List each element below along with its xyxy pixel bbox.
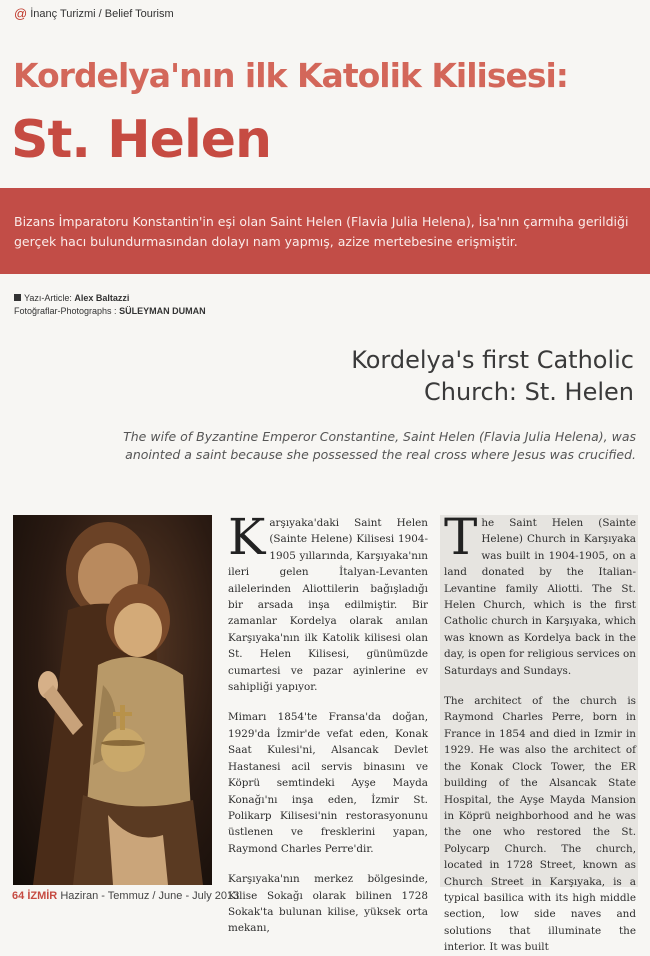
article-author: Alex Baltazzi [74,293,130,303]
square-bullet-icon [14,294,21,301]
main-title: St. Helen [11,110,272,170]
english-title: Kordelya's first Catholic Church: St. Helen [351,346,634,406]
english-lead: The wife of Byzantine Emperor Constantine, Saint Helen (Flavia Julia Helena), was anointed a saint because she possessed the real cross where Jesus was crucified. [123,429,636,462]
photo-author: SÜLEYMAN DUMAN [119,306,206,316]
issue-date: Haziran - Temmuz / June - July 2013 [60,890,240,902]
english-dropcap: T [444,508,478,566]
turkish-dropcap: K [228,508,266,566]
statue-illustration [13,515,212,885]
page-footer [0,890,650,902]
english-paragraph-1-text: he Saint Helen (Sainte Helene) Church in Karşıyaka was built in 1904-1905, on a land donated by the Italian- Levantine family Aliotti. The St. Helen Church, which is the first Catholic church in Karşıyaka, which was known as Kordelya back in the day, is open for religious services on Saturdays and Sundays. [444,517,636,677]
turkish-paragraph-2: Mimarı 1854'te Fransa'da doğan, 1929'da İzmir'de vefat eden, Konak Saat Kulesi'ni, Alsancak Devlet Hastanesi acil servis binasını ve Köprü semtindeki Ayşe Mayda Konağı'nı inşa eden, İzmir St. Polikarp Kilisesi'nin restorasyonunu üstlenen ve fresklerini yapan, Raymond Charles Perre'dir. [228,711,428,855]
turkish-paragraph-1 [228,508,428,695]
turkish-paragraph-1-text: arşıyaka'daki Saint Helen (Sainte Helene) Kilisesi 1904-1905 yıllarında, Karşıyaka'nın ileri gelen İtalyan-Levanten ailelerinden Aliottilerin bağışladığı bir arsada inşa edilmiştir. Bir zamanlar Kordelya olarak anılan Karşıyaka'nın ilk Katolik kilisesi olan St. Helen Kilisesi, günümüzde cumartesi ve pazar ayinlerine ev sahipliği yapıyor. [228,517,428,694]
photo-label: Fotoğraflar-Photographs : [14,306,117,316]
magazine-name: İZMİR [27,890,58,902]
saint-statue-photo [13,515,212,885]
turkish-title: Kordelya'nın ilk Katolik Kilisesi: [13,56,569,95]
page-number: 64 [12,890,25,902]
english-paragraph-2: The architect of the church is Raymond Charles Perre, born in France in 1854 and died in Izmir in 1929. He was also the architect of the Konak Clock Tower, the ER building of the Alsancak State Hospital, the Ayşe Mayda Mansion in Köprü neighborhood and he was the one who restored the St. Polycarp Church. The church, located in 1728 Street, known as Church Street in Karşıyaka, is a typical basilica with its high middle section, low side naves and solutions that illuminate the interior. It was built [444,695,636,954]
spiral-icon: @ [14,6,28,21]
turkish-paragraph-3: Karşıyaka'nın merkez bölgesinde, Kilise Sokağı olarak bilinen 1728 Sokak'ta bulunan kilise, yüksek orta mekanı, [228,873,428,935]
intro-band [0,188,650,274]
credits [14,292,206,318]
section-label-text: İnanç Turizmi / Belief Tourism [30,7,174,20]
intro-turkish-text: Bizans İmparatoru Konstantin'in eşi olan Saint Helen (Flavia Julia Helena), İsa'nın çarmıha gerildiği gerçek hacı bulundurmasından dolayı nam yapmış, azize mertebesine erişmiştir. [14,214,629,249]
english-body-column [440,508,638,954]
section-label [14,7,174,20]
article-credit [14,292,206,305]
article-label: Yazı-Article: [24,293,72,303]
photo-credit [14,305,206,318]
turkish-body-column [228,508,428,951]
english-paragraph-1 [444,508,636,679]
